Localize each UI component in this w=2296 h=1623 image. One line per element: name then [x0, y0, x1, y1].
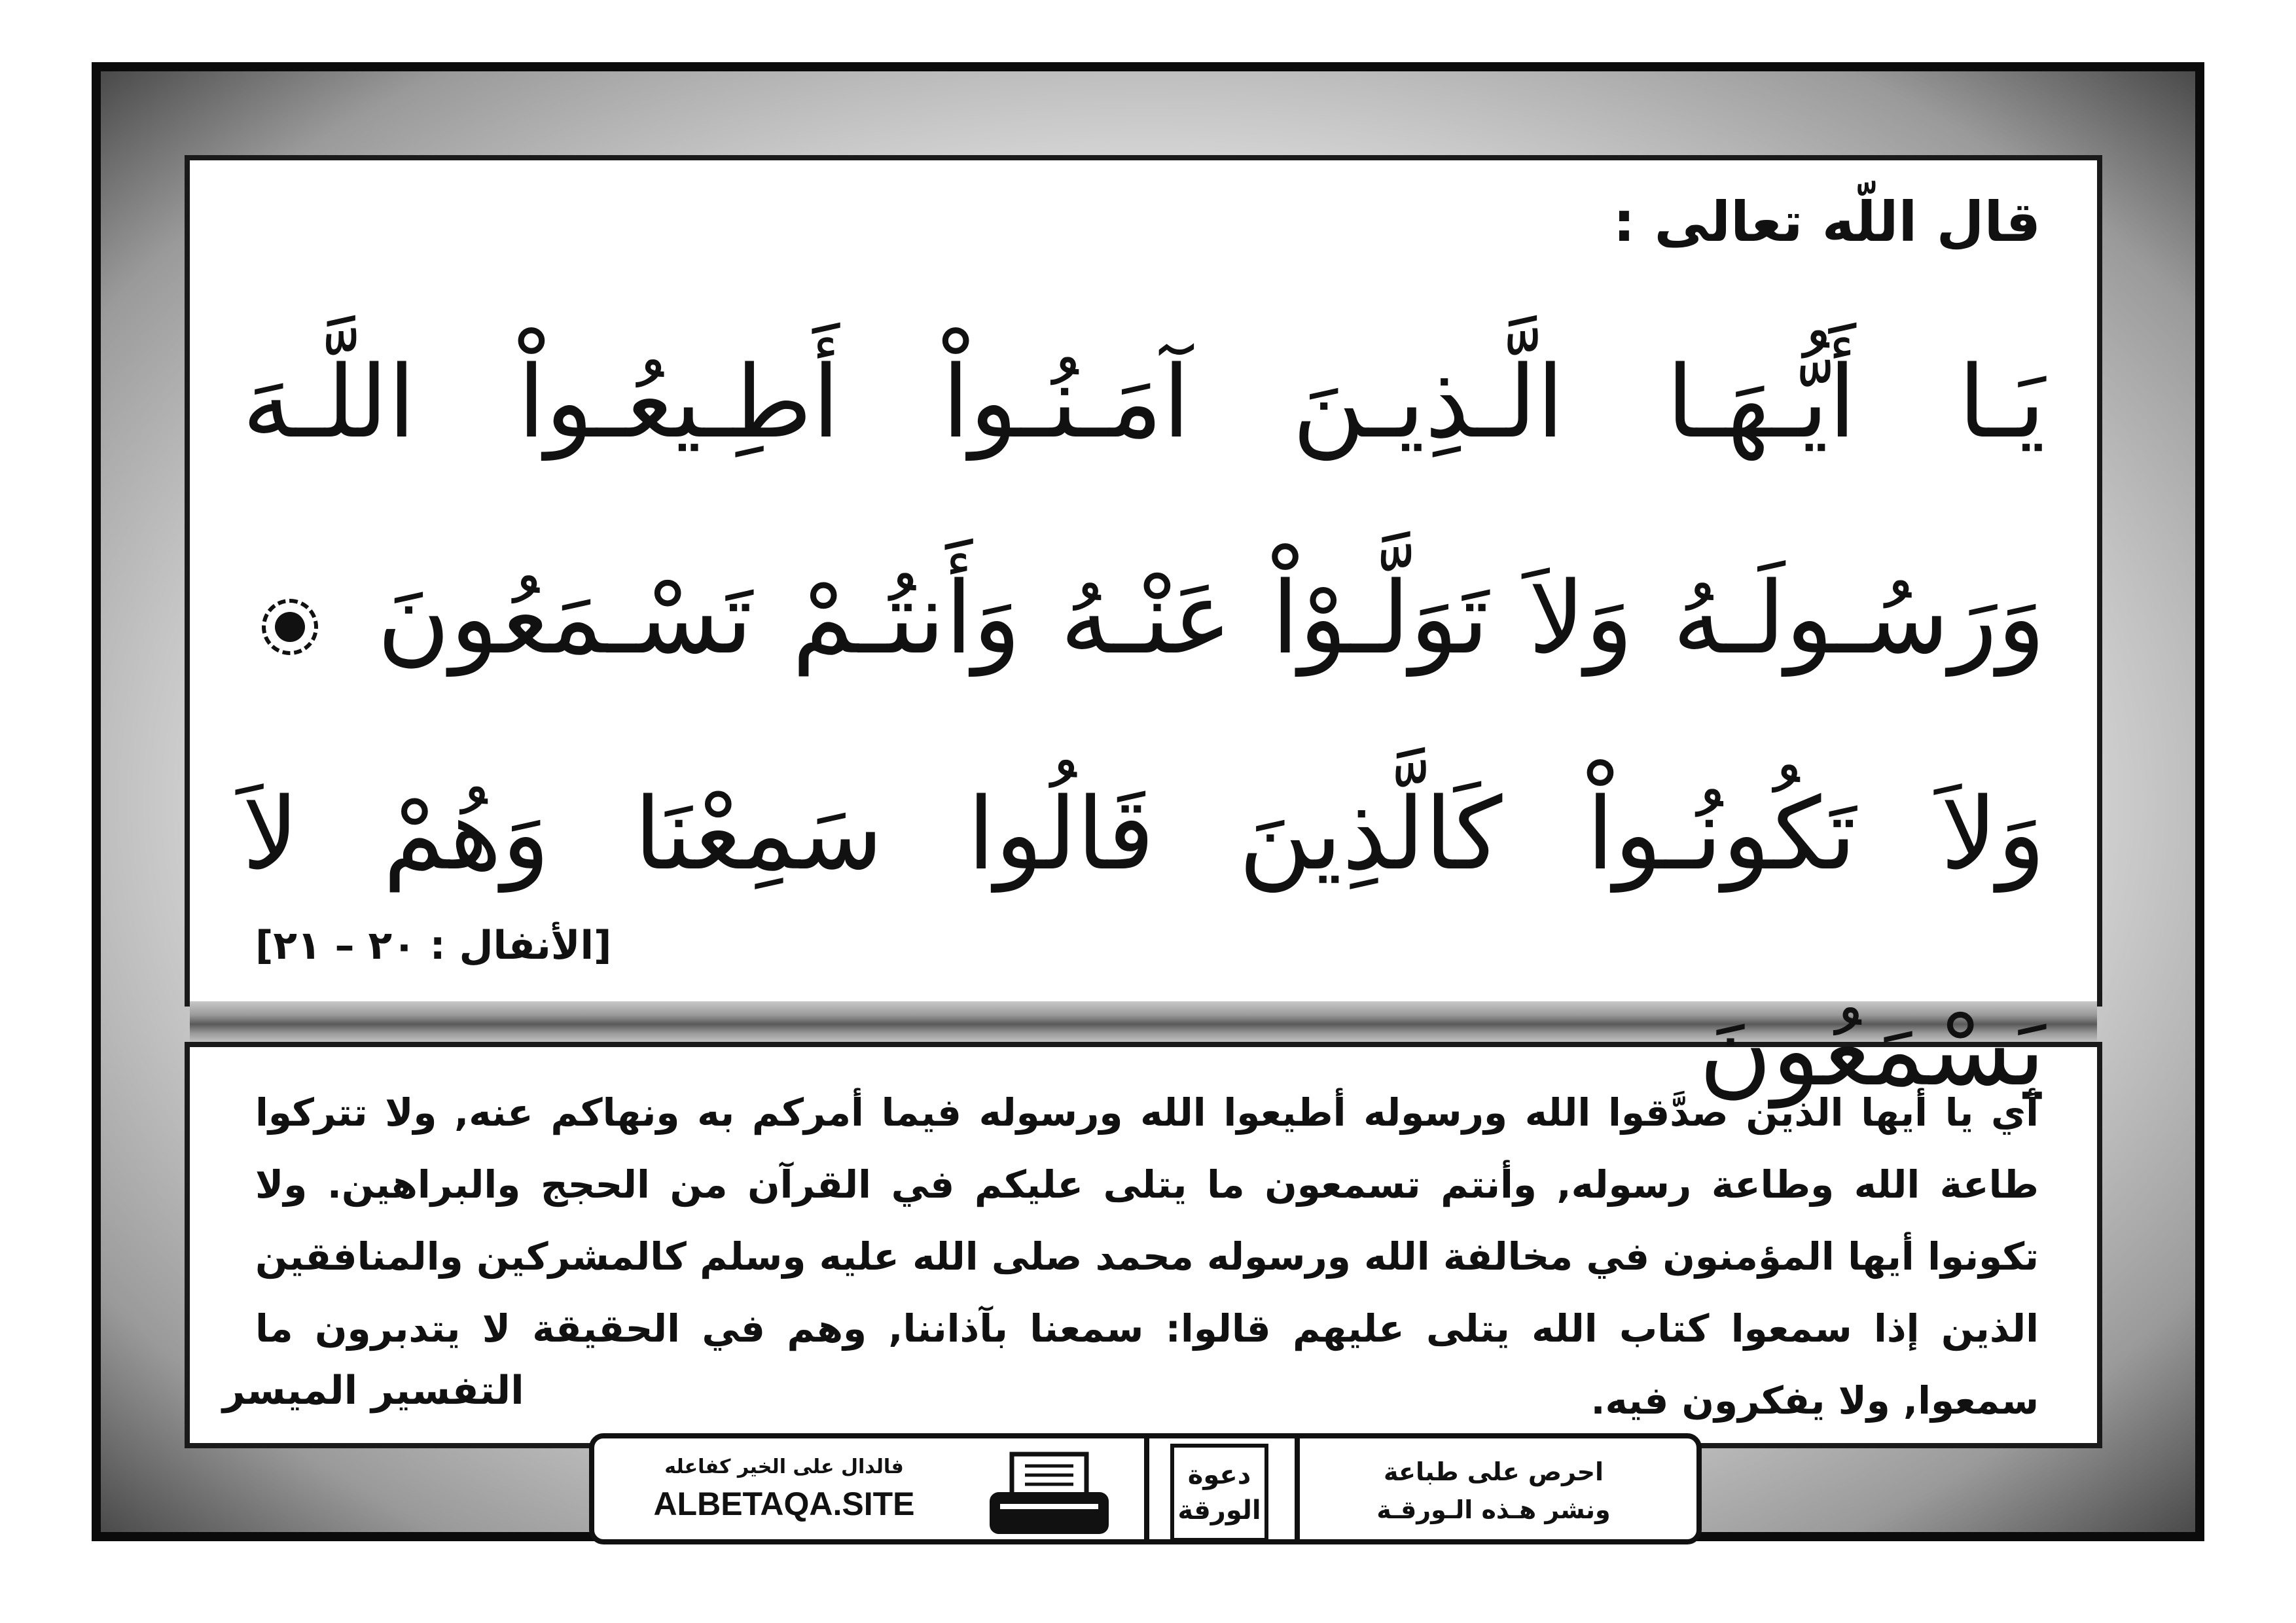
print-note-line-1: احرص على طباعة: [1383, 1457, 1604, 1486]
verse-reference: [الأنفال : ٢٠ – ٢١]: [255, 923, 612, 969]
logo-line-1: دعوة: [1187, 1460, 1251, 1490]
footer-tagline: فالدال على الخير كفاعله: [664, 1455, 904, 1478]
quran-verse: [242, 294, 2045, 1158]
verse-line-3: كَالَّذِينَ قَالُوا سَمِعْنَا وَهُمْ لاَ يَسْمَعُونَ: [242, 776, 2045, 1108]
print-note-line-2: ونشر هـذه الـورقـة: [1376, 1495, 1611, 1524]
verse-line-2b: وَلاَ تَكُونُـواْ: [1586, 776, 2045, 892]
footer-divider: [1295, 1438, 1300, 1539]
intro-heading: قال اللّه تعالى :: [1613, 190, 2041, 254]
footer-bar: [589, 1433, 1702, 1544]
tafsir-text: أي يا أيها الذين صدَّقوا الله ورسوله أطيعوا الله ورسوله فيما أمركم به ونهاكم عنه, ولا تتركوا طاعة الله وطاعة رسوله, وأنتم تسمعون ما يتلى عليكم في القرآن من الحجج والبراهين. ولا تكونوا أيها المؤمنون في مخالفة الله ورسوله محمد صلى الله عليه وسلم كالمشركين والمنافقين الذين إذا سمعوا كتاب الله يتلى عليهم قالوا: سمعنا بآذاننا, وهم في الحقيقة لا يتدبرون ما سمعوا, ولا يفكرون فيه.: [255, 1090, 2039, 1423]
verse-line-2a: تَوَلَّـوْاْ عَنْـهُ وَأَنتُـمْ تَسْـمَعُونَ: [377, 560, 1489, 676]
logo-line-2: الورقة: [1177, 1495, 1261, 1525]
albetaqa-logo: [1170, 1444, 1268, 1542]
footer-print-note: [1310, 1453, 1677, 1531]
printer-icon: [987, 1452, 1111, 1537]
verse-line-1: يَـا أَيُّـهَـا الَّـذِيـنَ آمَـنُـواْ أَطِـيعُـواْ اللَّـهَ وَرَسُـولَـهُ وَلاَ: [242, 344, 2045, 676]
footer-divider: [1144, 1438, 1149, 1539]
footer-site-block: [614, 1448, 954, 1533]
footer-site-link[interactable]: ALBETAQA.SITE: [653, 1486, 915, 1522]
tafsir-source: التفسير الميسر: [223, 1368, 524, 1414]
ayah-end-marker-icon: [262, 599, 318, 655]
